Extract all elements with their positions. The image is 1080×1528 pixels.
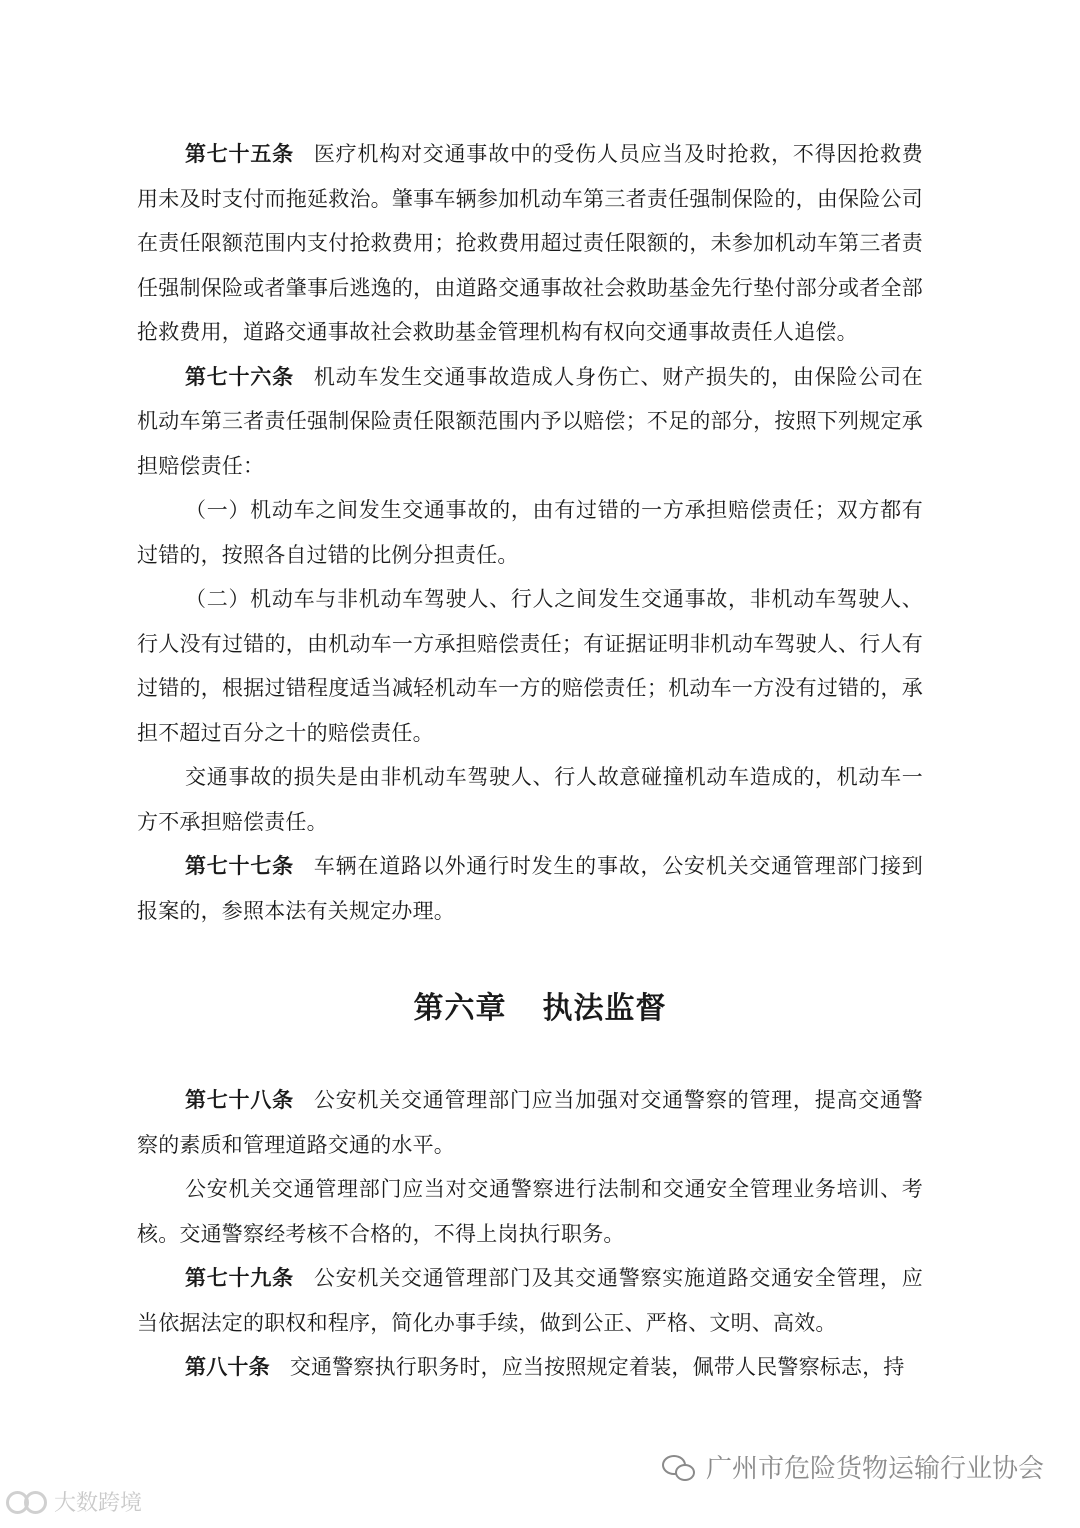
article-75 xyxy=(137,132,923,355)
articles-top xyxy=(137,132,923,933)
chapter-title: 执法监督 xyxy=(542,991,667,1026)
brand-watermark-text: 大数跨境 xyxy=(54,1491,143,1516)
article-text: （一）机动车之间发生交通事故的，由有过错的一方承担赔偿责任；双方都有过错的，按照各自过错的比例分担责任。 xyxy=(137,498,923,567)
article-77 xyxy=(137,844,923,933)
article-heading: 第七十五条 xyxy=(185,141,294,166)
article-text: 公安机关交通管理部门应当加强对交通警察的管理，提高交通警察的素质和管理道路交通的水平。 xyxy=(137,1088,923,1157)
article-78-paragraph xyxy=(137,1167,923,1256)
article-heading: 第七十七条 xyxy=(185,853,294,878)
article-76-item-2 xyxy=(137,577,923,755)
articles-bottom xyxy=(137,1078,923,1390)
article-79 xyxy=(137,1256,923,1345)
wechat-icon xyxy=(662,1453,696,1481)
chapter-number: 第六章 xyxy=(413,991,507,1026)
article-78 xyxy=(137,1078,923,1167)
brand-logo-icon xyxy=(6,1490,50,1514)
article-text: 交通警察执行职务时，应当按照规定着装，佩带人民警察标志，持 xyxy=(289,1355,905,1379)
article-heading: 第八十条 xyxy=(185,1354,270,1379)
article-text: 公安机关交通管理部门应当对交通警察进行法制和交通安全管理业务培训、考核。交通警察经考核不合格的，不得上岗执行职务。 xyxy=(137,1177,923,1246)
article-heading: 第七十六条 xyxy=(185,363,294,389)
article-text: 车辆在道路以外通行时发生的事故，公安机关交通管理部门接到报案的，参照本法有关规定办理。 xyxy=(137,854,923,923)
article-text: 医疗机构对交通事故中的受伤人员应当及时抢救，不得因抢救费用未及时支付而拖延救治。肇事车辆参加机动车第三者责任强制保险的，由保险公司在责任限额范围内支付抢救费用；抢救费用超过责任限额的，未参加机动车第三者责任强制保险或者肇事后逃逸的，由道路交通事故社会救助基金先行垫付部分或者全部抢救费用，道路交通事故社会救助基金管理机构有权向交通事故责任人追偿。 xyxy=(137,142,923,344)
article-76 xyxy=(137,355,923,489)
article-80 xyxy=(137,1345,923,1390)
article-text: （二）机动车与非机动车驾驶人、行人之间发生交通事故，非机动车驾驶人、行人没有过错的，由机动车一方承担赔偿责任；有证据证明非机动车驾驶人、行人有过错的，根据过错程度适当减轻机动车一方的赔偿责任；机动车一方没有过错的，承担不超过百分之十的赔偿责任。 xyxy=(137,587,923,745)
article-text: 机动车发生交通事故造成人身伤亡、财产损失的，由保险公司在机动车第三者责任强制保险责任限额范围内予以赔偿；不足的部分，按照下列规定承担赔偿责任： xyxy=(137,364,923,478)
watermark-text: 广州市危险货物运输行业协会 xyxy=(705,1454,1044,1484)
article-76-paragraph xyxy=(137,755,923,844)
chapter-heading xyxy=(0,985,1080,1033)
article-text: 交通事故的损失是由非机动车驾驶人、行人故意碰撞机动车造成的，机动车一方不承担赔偿责任。 xyxy=(137,765,923,834)
article-heading: 第七十九条 xyxy=(185,1265,294,1290)
brand-watermark xyxy=(6,1486,142,1517)
article-76-item-1 xyxy=(137,488,923,577)
wechat-watermark xyxy=(662,1448,1044,1485)
article-text: 公安机关交通管理部门及其交通警察实施道路交通安全管理，应当依据法定的职权和程序，简化办事手续，做到公正、严格、文明、高效。 xyxy=(137,1266,923,1335)
article-heading: 第七十八条 xyxy=(185,1087,294,1112)
